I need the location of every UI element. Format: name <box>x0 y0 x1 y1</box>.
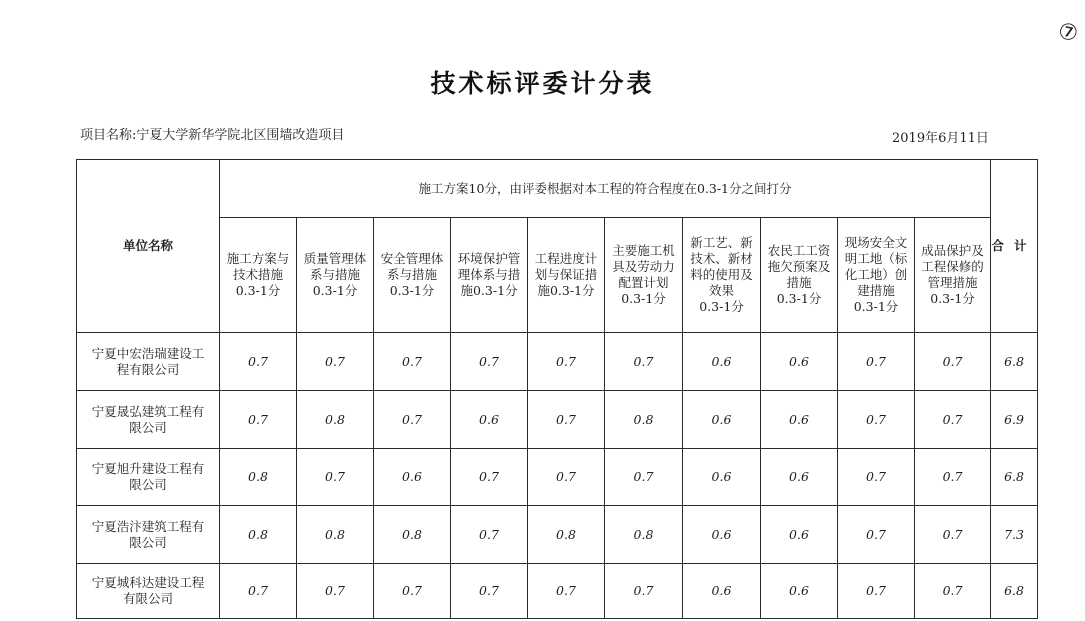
criterion-line: 0.3-1分 <box>776 291 822 306</box>
table-row <box>77 391 1038 449</box>
score-cell: 0.7 <box>838 333 915 391</box>
criterion-line: 0.3-1分 <box>853 299 899 314</box>
criterion-line: 0.3-1分 <box>312 283 358 298</box>
score-cell: 0.7 <box>220 564 297 619</box>
criterion-header-9 <box>838 218 915 333</box>
score-cell: 0.7 <box>297 449 374 506</box>
criterion-line: 农民工工资 <box>767 243 831 258</box>
criterion-line: 管理措施 <box>927 275 978 290</box>
score-cell: 0.6 <box>374 449 451 506</box>
document-date: 2019年6月11日 <box>892 131 989 146</box>
score-cell: 0.7 <box>838 506 915 564</box>
total-score-cell: 7.3 <box>991 506 1038 564</box>
score-cell: 0.7 <box>605 333 683 391</box>
company-name-line: 限公司 <box>129 534 167 550</box>
score-cell: 0.7 <box>915 506 991 564</box>
criteria-header-row <box>77 218 1038 333</box>
criterion-line: 料的使用及 <box>690 267 753 282</box>
criterion-header-2 <box>297 218 374 333</box>
score-cell: 0.7 <box>297 333 374 391</box>
score-cell: 0.7 <box>915 449 991 506</box>
criterion-line: 施0.3-1分 <box>460 283 518 298</box>
criterion-header-10 <box>915 218 991 333</box>
criterion-line: 0.3-1分 <box>235 283 281 298</box>
score-cell: 0.8 <box>220 506 297 564</box>
total-score-cell: 6.8 <box>991 564 1038 619</box>
criterion-line: 现场安全文 <box>844 235 908 250</box>
company-name-line: 宁夏城科达建设工程 <box>91 575 205 590</box>
criterion-line: 配置计划 <box>618 275 669 290</box>
table-header-row <box>77 160 1038 218</box>
score-cell: 0.7 <box>838 449 915 506</box>
score-table <box>76 159 1038 619</box>
score-cell: 0.8 <box>605 391 683 449</box>
score-cell: 0.6 <box>683 391 761 449</box>
criterion-line: 建措施 <box>857 283 895 298</box>
score-cell: 0.8 <box>605 506 683 564</box>
score-cell: 0.7 <box>605 449 683 506</box>
score-cell: 0.6 <box>683 506 761 564</box>
criterion-header-8 <box>761 218 838 333</box>
criterion-header-6 <box>605 218 683 333</box>
company-name-line: 宁夏旭升建设工程有 <box>91 461 205 476</box>
score-cell: 0.6 <box>761 333 838 391</box>
company-name-line: 限公司 <box>129 419 167 435</box>
table-row <box>77 449 1038 506</box>
score-cell: 0.6 <box>761 506 838 564</box>
criterion-line: 质量管理体 <box>303 251 367 266</box>
criterion-line: 0.3-1分 <box>389 283 435 298</box>
criterion-line: 系与措施 <box>386 267 437 282</box>
score-cell: 0.8 <box>528 506 605 564</box>
table-row <box>77 506 1038 564</box>
criterion-line: 0.3-1分 <box>699 299 744 314</box>
score-cell: 0.7 <box>528 449 605 506</box>
criterion-line: 施工方案与 <box>226 251 290 266</box>
table-row <box>77 333 1038 391</box>
score-cell: 0.8 <box>374 506 451 564</box>
criterion-line: 0.3-1分 <box>930 291 975 306</box>
score-cell: 0.7 <box>374 391 451 449</box>
score-cell: 0.8 <box>297 391 374 449</box>
criterion-line: 工程保修的 <box>921 259 984 274</box>
score-cell: 0.7 <box>528 391 605 449</box>
company-name <box>77 333 220 391</box>
criterion-line: 主要施工机 <box>612 243 675 258</box>
unit-name-header: 单位名称 <box>77 160 220 333</box>
criterion-line: 明工地（标 <box>844 251 908 266</box>
company-name-line: 宁夏浩汴建筑工程有 <box>91 518 205 534</box>
score-cell: 0.6 <box>683 449 761 506</box>
criterion-line: 效果 <box>708 283 734 298</box>
criterion-line: 工程进度计 <box>534 251 598 266</box>
criterion-line: 施0.3-1分 <box>537 283 595 298</box>
score-cell: 0.7 <box>220 333 297 391</box>
criterion-line: 具及劳动力 <box>612 259 675 274</box>
criterion-line: 系与措施 <box>309 267 360 282</box>
criterion-line: 化工地）创 <box>844 267 908 282</box>
score-cell: 0.6 <box>761 449 838 506</box>
company-name-line: 宁夏晟弘建筑工程有 <box>91 403 205 419</box>
score-cell: 0.6 <box>451 391 528 449</box>
criterion-line: 技术、新材 <box>690 251 753 266</box>
table-row <box>77 564 1038 619</box>
score-cell: 0.7 <box>220 391 297 449</box>
criterion-line: 理体系与措 <box>457 267 521 282</box>
criterion-header-5 <box>528 218 605 333</box>
score-cell: 0.7 <box>374 333 451 391</box>
score-cell: 0.7 <box>528 333 605 391</box>
score-cell: 0.7 <box>915 391 991 449</box>
company-name <box>77 506 220 564</box>
score-cell: 0.7 <box>451 506 528 564</box>
total-score-cell: 6.9 <box>991 391 1038 449</box>
criterion-line: 措施 <box>786 275 812 290</box>
criterion-line: 新工艺、新 <box>690 235 753 250</box>
score-cell: 0.7 <box>605 564 683 619</box>
criterion-header-3 <box>374 218 451 333</box>
score-cell: 0.6 <box>683 564 761 619</box>
score-cell: 0.7 <box>838 564 915 619</box>
score-cell: 0.7 <box>297 564 374 619</box>
company-name <box>77 449 220 506</box>
score-cell: 0.7 <box>915 564 991 619</box>
total-header: 合计 <box>991 160 1038 333</box>
score-cell: 0.6 <box>683 333 761 391</box>
criterion-header-1 <box>220 218 297 333</box>
criterion-line: 划与保证措 <box>534 267 598 282</box>
group-header: 施工方案10分，由评委根据对本工程的符合程度在0.3-1分之间打分 <box>220 160 991 218</box>
company-name <box>77 564 220 619</box>
score-cell: 0.7 <box>451 449 528 506</box>
company-name-line: 宁夏中宏浩瑞建设工 <box>91 345 205 361</box>
criterion-line: 0.3-1分 <box>621 291 666 306</box>
project-name: 项目名称:宁夏大学新华学院北区围墙改造项目 <box>80 128 345 143</box>
company-name-line: 有限公司 <box>122 591 173 606</box>
score-cell: 0.7 <box>451 564 528 619</box>
criterion-line: 技术措施 <box>232 267 283 282</box>
page-number-mark: ⑦ <box>1055 18 1081 48</box>
criterion-line: 安全管理体 <box>380 251 444 266</box>
score-cell: 0.7 <box>528 564 605 619</box>
criterion-header-7 <box>683 218 761 333</box>
total-score-cell: 6.8 <box>991 449 1038 506</box>
company-name <box>77 391 220 449</box>
score-cell: 0.6 <box>761 391 838 449</box>
company-name-line: 限公司 <box>129 477 167 492</box>
score-cell: 0.8 <box>297 506 374 564</box>
score-cell: 0.6 <box>761 564 838 619</box>
score-cell: 0.8 <box>220 449 297 506</box>
criterion-line: 成品保护及 <box>921 243 984 258</box>
score-cell: 0.7 <box>838 391 915 449</box>
criterion-line: 环境保护管 <box>457 251 521 266</box>
score-cell: 0.7 <box>374 564 451 619</box>
criterion-line: 拖欠预案及 <box>767 259 831 274</box>
total-score-cell: 6.8 <box>991 333 1038 391</box>
criterion-header-4 <box>451 218 528 333</box>
document-title: 技术标评委计分表 <box>430 69 655 98</box>
company-name-line: 程有限公司 <box>116 361 180 377</box>
score-cell: 0.7 <box>915 333 991 391</box>
score-cell: 0.7 <box>451 333 528 391</box>
